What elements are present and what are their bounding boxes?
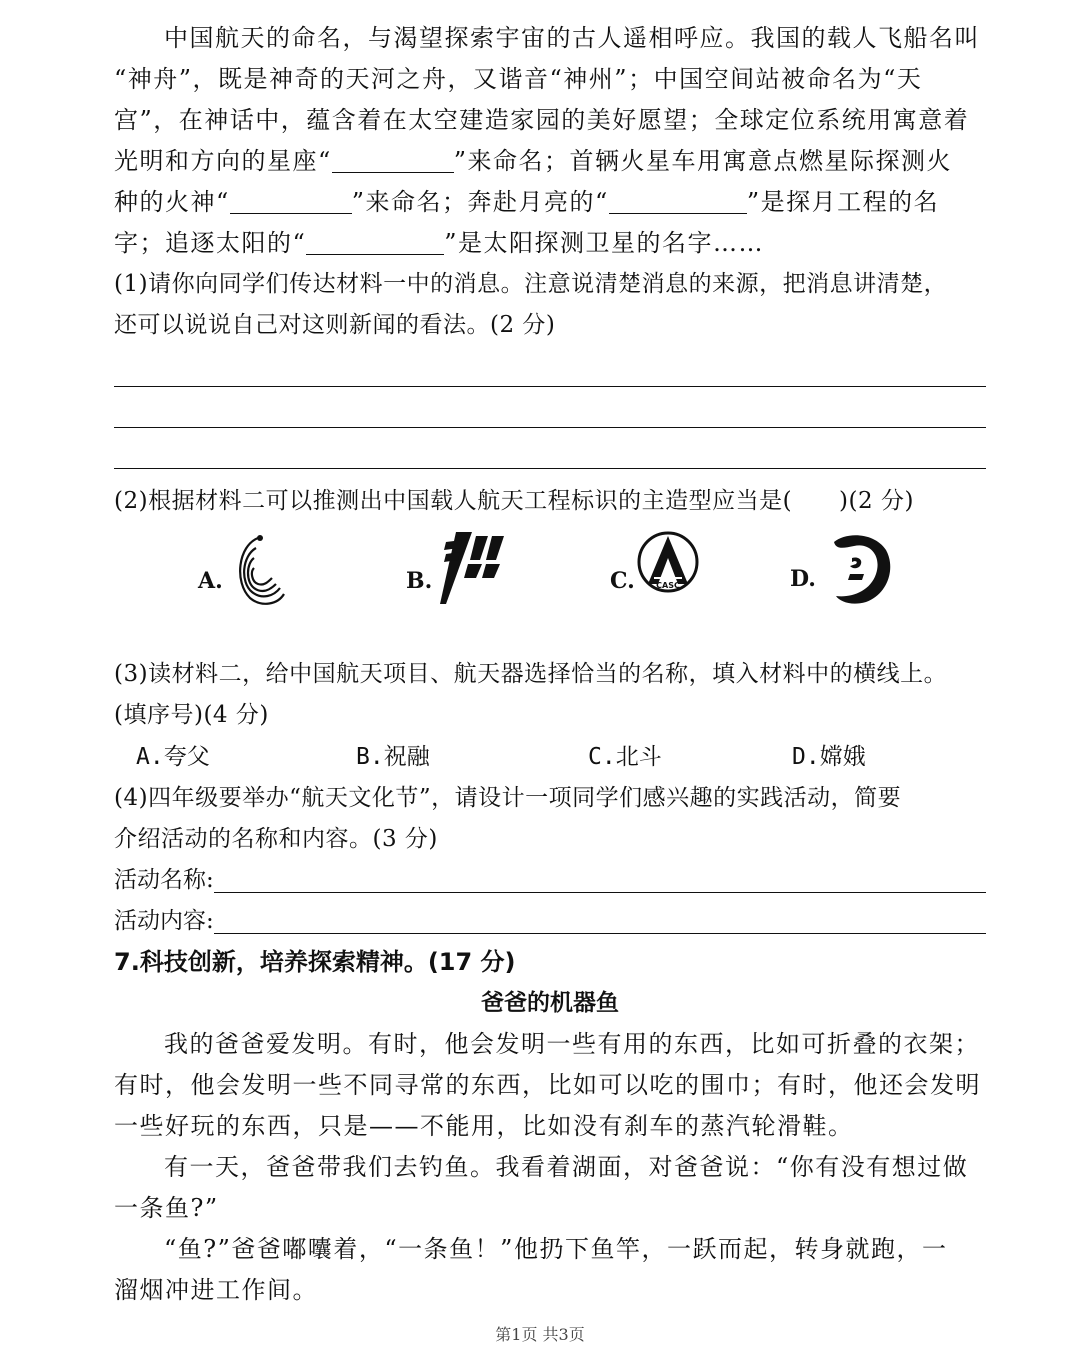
text-fragment: 字；追逐太阳的“	[114, 229, 307, 257]
activity-content-row	[114, 901, 986, 942]
activity-name-row	[114, 860, 986, 901]
choice-c[interactable]: C.北斗	[588, 744, 662, 770]
text-fragment: ”是探月工程的名	[746, 188, 940, 216]
question-1-line-1: (1)请你向同学们传达材料一中的消息。注意说清楚消息的来源，把消息讲清楚，	[114, 271, 948, 297]
question-1-line-2: 还可以说说自己对这则新闻的看法。(2 分)	[114, 312, 556, 338]
option-d[interactable]	[790, 534, 900, 644]
logo-options	[114, 534, 986, 654]
text-fragment: ”是太阳探测卫星的名字……	[444, 229, 765, 257]
story-p1-line-3: 一些好玩的东西，只是——不能用，比如没有刹车的蒸汽轮滑鞋。	[114, 1112, 854, 1140]
choice-d[interactable]: D.嫦娥	[792, 744, 866, 770]
activity-content-label: 活动内容:	[114, 908, 214, 934]
material-line-3: 宫”，在神话中，蕴含着在太空建造家园的美好愿望；全球定位系统用寓意着	[114, 106, 970, 134]
choice-b[interactable]: B.祝融	[356, 744, 430, 770]
material-line-1: 中国航天的命名，与渴望探索宇宙的古人遥相呼应。我国的载人飞船名叫	[164, 24, 980, 52]
material-line-2: “神舟”，既是神奇的天河之舟，又谐音“神州”；中国空间站被命名为“天	[114, 65, 923, 93]
option-a-letter: A.	[198, 568, 223, 594]
fill-blank-1[interactable]	[332, 148, 454, 173]
material-line-4	[114, 141, 986, 182]
activity-name-label: 活动名称:	[114, 867, 214, 893]
story-p1-line-1: 我的爸爸爱发明。有时，他会发明一些有用的东西，比如可折叠的衣架；	[164, 1030, 980, 1058]
story-p2-line-1: 有一天，爸爸带我们去钓鱼。我看着湖面，对爸爸说：“你有没有想过做	[164, 1153, 969, 1181]
fill-blank-2[interactable]	[230, 189, 352, 214]
question-2-text: (2)根据材料二可以推测出中国载人航天工程标识的主造型应当是( )(2 分)	[114, 488, 914, 514]
swirl-arcs-icon	[228, 532, 288, 612]
option-a[interactable]	[198, 534, 288, 644]
text-fragment: 光明和方向的星座“	[114, 147, 332, 175]
brush-swirl-icon	[826, 528, 896, 608]
q3-choices	[114, 736, 986, 778]
story-p3-line-1: “鱼?”爸爸嘟囔着，“一条鱼！”他扔下鱼竿，一跃而起，转身就跑，一	[164, 1235, 948, 1263]
material-line-6	[114, 223, 986, 264]
question-4-line-1: (4)四年级要举办“航天文化节”，请设计一项同学们感兴趣的实践活动，简要	[114, 785, 902, 811]
choice-a[interactable]: A.夸父	[136, 744, 210, 770]
section-7-heading: 7.科技创新，培养探索精神。(17 分)	[114, 948, 516, 976]
story-title: 爸爸的机器鱼	[481, 990, 619, 1016]
activity-name-field[interactable]	[214, 892, 986, 893]
option-b[interactable]	[406, 534, 516, 644]
option-c[interactable]	[610, 534, 720, 644]
text-fragment: ”来命名；奔赴月亮的“	[351, 188, 609, 216]
fill-blank-4[interactable]	[306, 230, 444, 255]
text-fragment: 种的火神“	[114, 188, 230, 216]
story-p2-line-2: 一条鱼?”	[114, 1194, 219, 1222]
fill-blank-3[interactable]	[609, 189, 747, 214]
material-line-5	[114, 182, 986, 223]
brush-stroke-icon	[432, 526, 512, 606]
question-4-line-2: 介绍活动的名称和内容。(3 分)	[114, 826, 438, 852]
question-3-line-1: (3)读材料二，给中国航天项目、航天器选择恰当的名称，填入材料中的横线上。	[114, 661, 948, 687]
story-p3-line-2: 溜烟冲进工作间。	[114, 1276, 318, 1304]
option-c-letter: C.	[610, 568, 635, 594]
casc-emblem-icon	[636, 528, 700, 598]
story-p1-line-2: 有时，他会发明一些不同寻常的东西，比如可以吃的围巾；有时，他还会发明	[114, 1071, 981, 1099]
option-d-letter: D.	[790, 566, 816, 592]
casc-text: CASC	[656, 581, 680, 590]
activity-content-field[interactable]	[214, 933, 986, 934]
option-b-letter: B.	[406, 568, 433, 594]
worksheet-page	[114, 18, 986, 1311]
page-footer: 第1页 共3页	[495, 1325, 585, 1344]
text-fragment: ”来命名；首辆火星车用寓意点燃星际探测火	[453, 147, 953, 175]
question-3-line-2: (填序号)(4 分)	[114, 702, 269, 728]
